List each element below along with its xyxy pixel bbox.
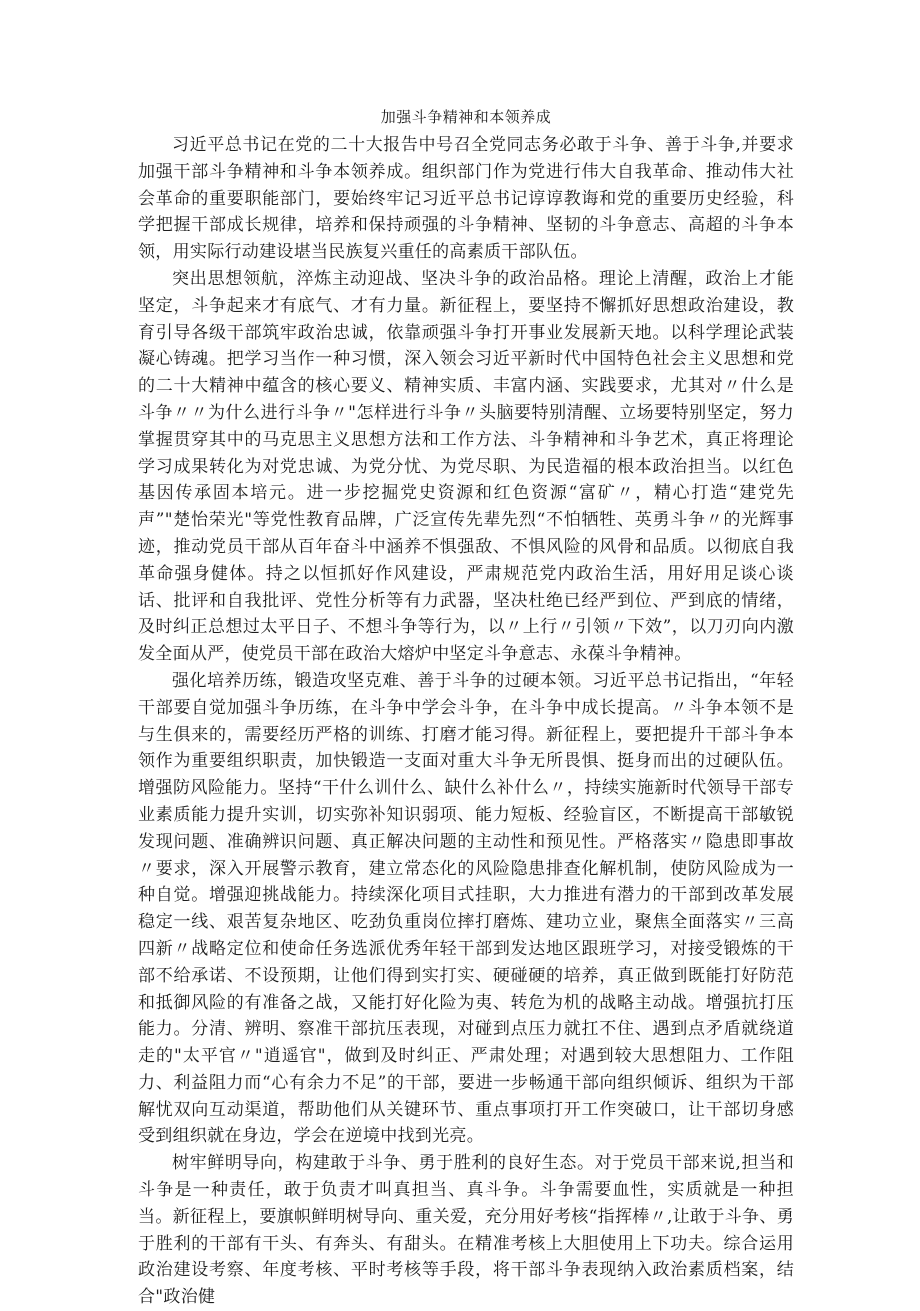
document-page	[138, 106, 794, 1311]
paragraph-orientation: 树牢鲜明导向，构建敢于斗争、勇于胜利的良好生态。对于党员干部来说,担当和斗争是一种责任，敢于负责才叫真担当、真斗争。斗争需要血性，实质就是一种担当。新征程上，要旗帜鲜明树导向、重关爱，充分用好考核“指挥棒〃,让敢于斗争、勇于胜利的干部有干头、有奔头、有甜头。在精准考核上大胆使用上下功夫。综合运用政治建设考察、年度考核、平时考核等手段，将干部斗争表现纳入政治素质档案，结合"政治健	[138, 1153, 794, 1308]
document-title: 加强斗争精神和本领养成	[380, 108, 552, 126]
paragraph-training: 强化培养历练，锻造攻坚克难、善于斗争的过硬本领。习近平总书记指出，“年轻干部要自觉加强斗争历练，在斗争中学会斗争，在斗争中成长提高。〃斗争本领不是与生俱来的，需要经历严格的训练、打磨才能习得。新征程上，要把提升干部斗争本领作为重要组织职责，加快锻造一支面对重大斗争无所畏惧、挺身而出的过硬队伍。增强防风险能力。坚持“干什么训什么、缺什么补什么〃，持续实施新时代领导干部专业素质能力提升实训，切实弥补知识弱项、能力短板、经验盲区，不断提高干部敏锐发现问题、准确辨识问题、真正解决问题的主动性和预见性。严格落实〃隐患即事故〃要求，深入开展警示教育，建立常态化的风险隐患排查化解机制，使防风险成为一种自觉。增强迎挑战能力。持续深化项目式挂职，大力推进有潜力的干部到改革发展稳定一线、艰苦复杂地区、吃劲负重岗位摔打磨炼、建功立业，聚焦全面落实〃三高四新〃战略定位和使命任务选派优秀年轻干部到发达地区跟班学习，对接受锻炼的干部不给承诺、不设预期，让他们得到实打实、硬碰硬的培养，真正做到既能打好防范和抵御风险的有准备之战，又能打好化险为夷、转危为机的战略主动战。增强抗打压能力。分清、辨明、察准干部抗压表现，对碰到点压力就扛不住、遇到点矛盾就绕道走的"太平官〃"逍遥官"，做到及时纠正、严肃处理；对遇到较大思想阻力、工作阻力、利益阻力而“心有余力不足”的干部，要进一步畅通干部向组织倾诉、组织为干部解忧双向互动渠道，帮助他们从关键环节、重点事项打开工作突破口，让干部切身感受到组织就在身边，学会在逆境中找到光亮。	[138, 670, 794, 1147]
paragraph-ideology: 突出思想领航，淬炼主动迎战、坚决斗争的政治品格。理论上清醒，政治上才能坚定，斗争起来才有底气、才有力量。新征程上，要坚持不懈抓好思想政治建设，教育引导各级干部筑牢政治忠诚，依靠顽强斗争打开事业发展新天地。以科学理论武装凝心铸魂。把学习当作一种习惯，深入领会习近平新时代中国特色社会主义思想和党的二十大精神中蕴含的核心要义、精神实质、丰富内涵、实践要求，尤其对〃什么是斗争〃〃为什么进行斗争〃"怎样进行斗争〃头脑要特别清醒、立场要特别坚定，努力掌握贯穿其中的马克思主义思想方法和工作方法、斗争精神和斗争艺术，真正将理论学习成果转化为对党忠诚、为党分忧、为党尽职、为民造福的根本政治担当。以红色基因传承固本培元。进一步挖掘党史资源和红色资源“富矿〃，精心打造“建党先声”"楚怡荣光"等党性教育品牌，广泛宣传先辈先烈“不怕牺牲、英勇斗争〃的光辉事迹，推动党员干部从百年奋斗中涵养不惧强敌、不惧风险的风骨和品质。以彻底自我革命强身健体。持之以恒抓好作风建设，严肃规范党内政治生活，用好用足谈心谈话、批评和自我批评、党性分析等有力武器，坚决杜绝已经严到位、严到底的情绪，及时纠正总想过太平日子、不想斗争等行为，以〃上行〃引领〃下效”，以刀刃向内激发全面从严，使党员干部在政治大熔炉中坚定斗争意志、永葆斗争精神。	[138, 268, 794, 665]
paragraph-intro: 习近平总书记在党的二十大报告中号召全党同志务必敢于斗争、善于斗争,并要求加强干部斗争精神和斗争本领养成。组织部门作为党进行伟大自我革命、推动伟大社会革命的重要职能部门，要始终牢记习近平总书记谆谆教诲和党的重要历史经验，科学把握干部成长规律，培养和保持顽强的斗争精神、坚韧的斗争意志、高超的斗争本领，用实际行动建设堪当民族复兴重任的高素质干部队伍。	[138, 135, 794, 263]
